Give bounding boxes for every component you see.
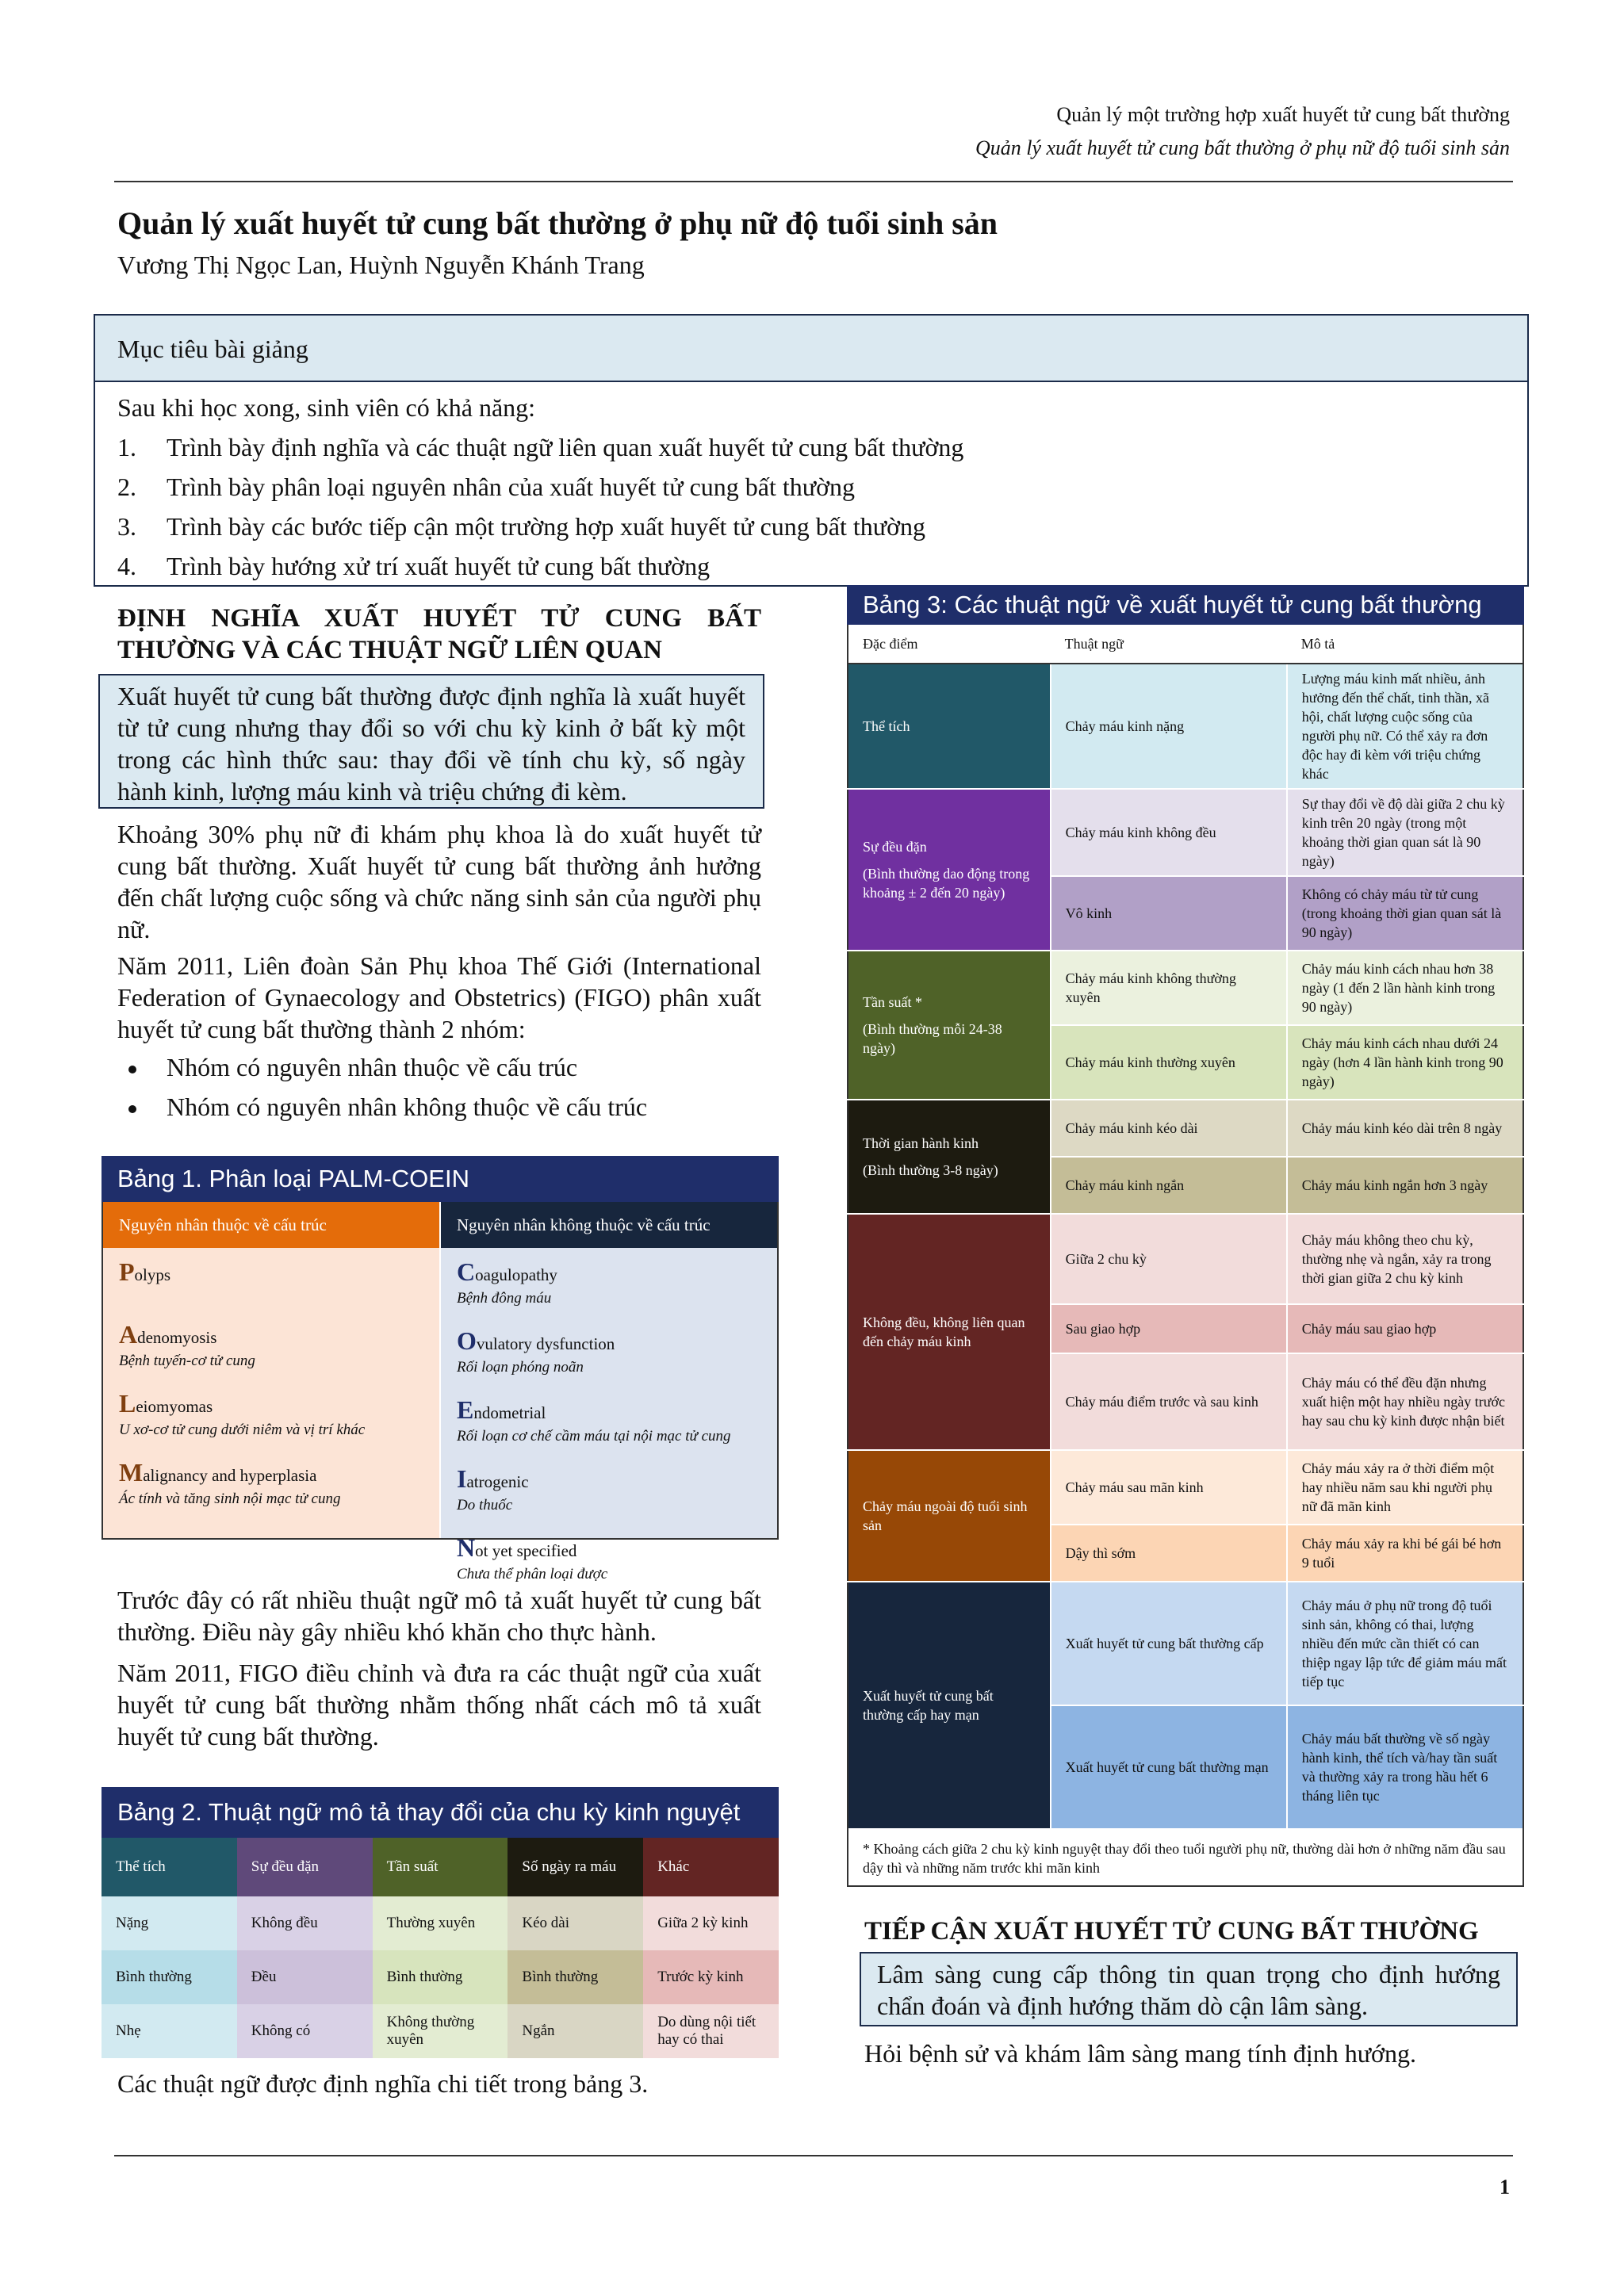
section1-para2: Năm 2011, Liên đoàn Sản Phụ khoa Thế Giới (International Federation of Gynaecology and Obstetrics) (FIGO) phân xuất huyết tử cung bất thường thành 2 nhóm: (117, 951, 761, 1043)
table2-cell: Bình thường (102, 1950, 237, 2004)
table1-right-items (441, 1248, 777, 1582)
table2-header-cell: Thể tích (102, 1838, 237, 1896)
table2-row (102, 1950, 779, 2004)
palm-coein-item (119, 1389, 423, 1439)
palm-coein-term-rest: olyps (134, 1265, 171, 1284)
table3-row (848, 1214, 1523, 1304)
section1-para3: Trước đây có rất nhiều thuật ngữ mô tả xuất huyết tử cung bất thường. Điều này gây nhiều khó khăn cho thực hành. (117, 1586, 761, 1646)
palm-coein-vietnamese: Bệnh đông máu (457, 1290, 552, 1307)
definition-box: Xuất huyết tử cung bất thường được định nghĩa là xuất huyết từ tử cung nhưng thay đổi so với chu kỳ kinh ở bất kỳ một trong các hình thức sau: thay đổi về tính chu kỳ, số ngày hành kinh, lượng máu kinh và triệu chứng đi kèm. (98, 674, 764, 809)
table2-cell: Đều (237, 1950, 373, 2004)
objective-number: 1. (117, 433, 136, 461)
table2-cell: Trước kỳ kinh (643, 1950, 779, 2004)
palm-coein-letter: C (457, 1257, 476, 1286)
palm-coein-term (119, 1320, 423, 1349)
table3-category-cell (848, 1450, 1051, 1582)
objective-text: Trình bày hướng xử trí xuất huyết tử cung bất thường (167, 552, 710, 580)
palm-coein-item (457, 1533, 761, 1583)
table3-category-cell (848, 1582, 1051, 1828)
table2-header-cell: Khác (643, 1838, 779, 1896)
table3-row (848, 789, 1523, 876)
table2-header-row (102, 1838, 779, 1896)
table3-description-cell: Chảy máu kinh ngắn hơn 3 ngày (1287, 1157, 1523, 1214)
table2-cycle-terms (102, 1787, 779, 2058)
table1-nonstructural-column (439, 1202, 777, 1582)
section2-para: Hỏi bệnh sử và khám lâm sàng mang tính định hướng. (864, 2039, 1416, 2068)
table3-category: Không đều, không liên quan đến chảy máu kinh (863, 1314, 1025, 1349)
palm-coein-term-rest: oagulopathy (475, 1265, 557, 1284)
objective-text: Trình bày định nghĩa và các thuật ngữ liên quan xuất huyết tử cung bất thường (167, 433, 964, 461)
table3-row (848, 1100, 1523, 1157)
table2-cell: Nhẹ (102, 2004, 237, 2058)
objective-item (117, 552, 963, 591)
palm-coein-term-rest: atrogenic (466, 1472, 529, 1491)
table3-description-cell: Chảy máu kinh cách nhau hơn 38 ngày (1 đến 2 lần hành kinh trong 90 ngày) (1287, 951, 1523, 1025)
table2-cell: Giữa 2 kỳ kinh (643, 1896, 779, 1950)
table3-category: Tần suất * (863, 994, 922, 1010)
table3-aub-terms (847, 585, 1524, 1887)
table2-header-cell: Số ngày ra máu (508, 1838, 643, 1896)
table3-term-cell: Xuất huyết tử cung bất thường cấp (1051, 1582, 1287, 1705)
table3-footnote: * Khoảng cách giữa 2 chu kỳ kinh nguyệt thay đổi theo tuổi người phụ nữ, thường dài hơn ở những năm đầu sau dậy thì và những năm trước khi mãn kinh (847, 1828, 1524, 1887)
authors: Vương Thị Ngọc Lan, Huỳnh Nguyễn Khánh Trang (117, 251, 645, 279)
palm-coein-vietnamese: Rối loạn cơ chế cầm máu tại nội mạc tử cung (457, 1428, 731, 1445)
table3-row (848, 951, 1523, 1025)
objectives-intro: Sau khi học xong, sinh viên có khả năng: (117, 393, 536, 422)
table2-cell: Ngắn (508, 2004, 643, 2058)
table3-category: Thời gian hành kinh (863, 1135, 979, 1151)
table3-row (848, 1582, 1523, 1705)
palm-coein-item (457, 1326, 761, 1376)
palm-coein-letter: L (119, 1389, 136, 1418)
palm-coein-term (119, 1389, 423, 1418)
palm-coein-letter: O (457, 1326, 477, 1355)
table3-category-cell (848, 789, 1051, 951)
palm-coein-term (457, 1533, 761, 1563)
objective-text: Trình bày phân loại nguyên nhân của xuất huyết tử cung bất thường (167, 473, 856, 501)
table2-row (102, 2004, 779, 2058)
palm-coein-vietnamese: Chưa thể phân loại được (457, 1566, 608, 1582)
table3-category: Sự đều đặn (863, 839, 927, 855)
objectives-box (94, 314, 1529, 587)
table3-description-cell: Chảy máu xảy ra ở thời điểm một hay nhiều năm sau khi người phụ nữ đã mãn kinh (1287, 1450, 1523, 1525)
table3-description-cell: Chảy máu bất thường về số ngày hành kinh, thể tích và/hay tần suất và thường xảy ra trong hầu hết 6 tháng liên tục (1287, 1705, 1523, 1828)
table3-header-cell: Thuật ngữ (1051, 625, 1287, 664)
objective-text: Trình bày các bước tiếp cận một trường hợp xuất huyết tử cung bất thường (167, 512, 926, 541)
palm-coein-term-rest: denomyosis (137, 1328, 217, 1347)
palm-coein-term (457, 1464, 761, 1494)
table3-category-note: (Bình thường dao động trong khoảng ± 2 đến 20 ngày) (863, 866, 1030, 901)
table2-cell: Bình thường (373, 1950, 508, 2004)
section1-para1: Khoảng 30% phụ nữ đi khám phụ khoa là do xuất huyết tử cung bất thường. Xuất huyết tử cung bất thường ảnh hưởng đến chất lượng cuộc sống và chức năng sinh sản của người phụ nữ. (117, 820, 761, 943)
table3-category: Chảy máu ngoài độ tuổi sinh sản (863, 1498, 1028, 1533)
table1-structural-column (103, 1202, 439, 1538)
table3-header-row (848, 625, 1523, 664)
palm-coein-letter: E (457, 1395, 474, 1424)
table1-right-header: Nguyên nhân không thuộc về cấu trúc (441, 1202, 777, 1248)
table3-term-cell: Chảy máu kinh nặng (1051, 664, 1287, 789)
running-header-title: Quản lý một trường hợp xuất huyết tử cung bất thường (1056, 103, 1510, 126)
objective-item (117, 433, 963, 473)
table3-category-cell (848, 951, 1051, 1100)
table3-grid (847, 625, 1524, 1828)
table3-description-cell: Lượng máu kinh mất nhiều, ảnh hưởng đến thể chất, tinh thần, xã hội, chất lượng cuộc sống của người phụ nữ. Có thể xảy ra đơn độc hay đi kèm với triệu chứng khác (1287, 664, 1523, 789)
header-rule (114, 181, 1513, 182)
table2-cell: Nặng (102, 1896, 237, 1950)
palm-coein-letter: M (119, 1458, 144, 1487)
table3-term-cell: Chảy máu kinh ngắn (1051, 1157, 1287, 1214)
table3-description-cell: Chảy máu không theo chu kỳ, thường nhẹ và ngắn, xảy ra trong thời gian giữa 2 chu kỳ kinh (1287, 1214, 1523, 1304)
table1-left-items (103, 1248, 439, 1538)
table3-description-cell: Chảy máu kinh cách nhau dưới 24 ngày (hơn 4 lần hành kinh trong 90 ngày) (1287, 1025, 1523, 1100)
palm-coein-letter: P (119, 1257, 135, 1286)
objective-number: 4. (117, 552, 136, 580)
table2-cell: Không đều (237, 1896, 373, 1950)
palm-coein-letter: N (457, 1533, 476, 1562)
table3-category-note: (Bình thường mỗi 24-38 ngày) (863, 1021, 1002, 1056)
table2-grid (102, 1838, 779, 2058)
palm-coein-term-rest: alignancy and hyperplasia (143, 1466, 317, 1485)
table3-category-note: (Bình thường 3-8 ngày) (863, 1162, 998, 1178)
palm-coein-vietnamese: Do thuốc (457, 1497, 513, 1513)
page-number: 1 (1500, 2175, 1510, 2198)
palm-coein-item (457, 1464, 761, 1514)
table3-term-cell: Dậy thì sớm (1051, 1525, 1287, 1582)
palm-coein-item (457, 1395, 761, 1445)
palm-coein-item (119, 1320, 423, 1370)
table3-term-cell: Xuất huyết tử cung bất thường mạn (1051, 1705, 1287, 1828)
palm-coein-item (119, 1257, 423, 1287)
table3-description-cell: Chảy máu có thể đều đặn nhưng xuất hiện một hay nhiều ngày trước hay sau chu kỳ kinh được nhận biết (1287, 1353, 1523, 1450)
table1-left-header: Nguyên nhân thuộc về cấu trúc (103, 1202, 439, 1248)
table3-term-cell: Chảy máu kinh không đều (1051, 789, 1287, 876)
table2-cell: Kéo dài (508, 1896, 643, 1950)
table2-cell: Không thường xuyên (373, 2004, 508, 2058)
palm-coein-letter: A (119, 1320, 138, 1349)
table2-cell: Bình thường (508, 1950, 643, 2004)
figo-group-item: Nhóm có nguyên nhân không thuộc về cấu trúc (117, 1093, 761, 1132)
section2-heading: TIẾP CẬN XUẤT HUYẾT TỬ CUNG BẤT THƯỜNG (864, 1917, 1479, 1946)
table2-cell: Không có (237, 2004, 373, 2058)
table3-category: Thể tích (863, 718, 910, 734)
palm-coein-term (119, 1257, 423, 1287)
palm-coein-vietnamese: U xơ-cơ tử cung dưới niêm và vị trí khác (119, 1422, 366, 1438)
palm-coein-term-rest: ndometrial (473, 1403, 546, 1422)
table3-description-cell: Không có chảy máu từ tử cung (trong khoảng thời gian quan sát là 90 ngày) (1287, 876, 1523, 951)
palm-coein-term (457, 1395, 761, 1425)
table1-body (102, 1202, 779, 1582)
objectives-list (117, 433, 963, 591)
section1-heading-line2: THƯỜNG VÀ CÁC THUẬT NGỮ LIÊN QUAN (117, 636, 662, 664)
table3-title: Bảng 3: Các thuật ngữ về xuất huyết tử cung bất thường (847, 585, 1524, 625)
table3-term-cell: Chảy máu sau mãn kinh (1051, 1450, 1287, 1525)
table1-title: Bảng 1. Phân loại PALM-COEIN (102, 1156, 779, 1202)
table3-term-cell: Chảy máu kinh kéo dài (1051, 1100, 1287, 1157)
table3-term-cell: Sau giao hợp (1051, 1304, 1287, 1353)
palm-coein-item (119, 1458, 423, 1508)
table3-row (848, 664, 1523, 789)
palm-coein-term-rest: eiomyomas (136, 1397, 213, 1416)
table2-row (102, 1896, 779, 1950)
table3-description-cell: Chảy máu sau giao hợp (1287, 1304, 1523, 1353)
table3-header-cell: Mô tả (1287, 625, 1523, 664)
table3-category: Xuất huyết tử cung bất thường cấp hay mạn (863, 1688, 994, 1723)
palm-coein-item (457, 1257, 761, 1307)
objectives-header (95, 316, 1527, 382)
table2-cell: Thường xuyên (373, 1896, 508, 1950)
section1-para5: Các thuật ngữ được định nghĩa chi tiết trong bảng 3. (117, 2069, 649, 2098)
palm-coein-vietnamese: Bệnh tuyến-cơ tử cung (119, 1353, 255, 1369)
objective-number: 3. (117, 512, 136, 541)
table3-category-cell (848, 1214, 1051, 1450)
objectives-heading: Mục tiêu bài giảng (117, 335, 308, 363)
table3-description-cell: Sự thay đổi về độ dài giữa 2 chu kỳ kinh trên 20 ngày (trong một khoảng thời gian quan sát là 90 ngày) (1287, 789, 1523, 876)
objective-item (117, 512, 963, 552)
objective-item (117, 473, 963, 512)
table3-term-cell: Vô kinh (1051, 876, 1287, 951)
palm-coein-term (119, 1458, 423, 1487)
table3-term-cell: Giữa 2 chu kỳ (1051, 1214, 1287, 1304)
table3-category-cell (848, 664, 1051, 789)
section2-highlight-box: Lâm sàng cung cấp thông tin quan trọng cho định hướng chẩn đoán và định hướng thăm dò cận lâm sàng. (860, 1952, 1518, 2026)
table3-header-cell: Đặc điểm (848, 625, 1051, 664)
figo-groups-list (117, 1053, 761, 1132)
figo-group-item: Nhóm có nguyên nhân thuộc về cấu trúc (117, 1053, 761, 1093)
palm-coein-letter: I (457, 1464, 467, 1493)
palm-coein-vietnamese: Rối loạn phóng noãn (457, 1359, 584, 1376)
section1-para4: Năm 2011, FIGO điều chỉnh và đưa ra các thuật ngữ của xuất huyết tử cung bất thường nhằm thống nhất cách mô tả xuất huyết tử cung bất thường. (117, 1659, 761, 1751)
palm-coein-term (457, 1257, 761, 1287)
table3-description-cell: Chảy máu xảy ra khi bé gái bé hơn 9 tuổi (1287, 1525, 1523, 1582)
footer-rule (114, 2155, 1513, 2156)
table3-category-cell (848, 1100, 1051, 1214)
objective-number: 2. (117, 473, 136, 501)
table3-term-cell: Chảy máu kinh không thường xuyên (1051, 951, 1287, 1025)
table1-palm-coein (102, 1156, 779, 1582)
table3-term-cell: Chảy máu kinh thường xuyên (1051, 1025, 1287, 1100)
table3-term-cell: Chảy máu điểm trước và sau kinh (1051, 1353, 1287, 1450)
section1-heading-line1: ĐỊNH NGHĨA XUẤT HUYẾT TỬ CUNG BẤT (117, 604, 761, 633)
palm-coein-term-rest: ot yet specified (475, 1541, 577, 1560)
table2-header-cell: Sự đều đặn (237, 1838, 373, 1896)
palm-coein-vietnamese: Ác tính và tăng sinh nội mạc tử cung (119, 1490, 341, 1507)
palm-coein-term-rest: vulatory dysfunction (476, 1334, 615, 1353)
table3-description-cell: Chảy máu kinh kéo dài trên 8 ngày (1287, 1100, 1523, 1157)
palm-coein-term (457, 1326, 761, 1356)
table2-title: Bảng 2. Thuật ngữ mô tả thay đổi của chu kỳ kinh nguyệt (102, 1787, 779, 1838)
table3-row (848, 1450, 1523, 1525)
table3-description-cell: Chảy máu ở phụ nữ trong độ tuổi sinh sản, không có thai, lượng nhiều đến mức cần thiết có can thiệp ngay lập tức để giảm máu mất tiếp tục (1287, 1582, 1523, 1705)
page-title: Quản lý xuất huyết tử cung bất thường ở phụ nữ độ tuổi sinh sản (117, 205, 998, 241)
running-header-subtitle: Quản lý xuất huyết tử cung bất thường ở phụ nữ độ tuổi sinh sản (975, 136, 1510, 159)
table2-header-cell: Tần suất (373, 1838, 508, 1896)
table2-cell: Do dùng nội tiết hay có thai (643, 2004, 779, 2058)
